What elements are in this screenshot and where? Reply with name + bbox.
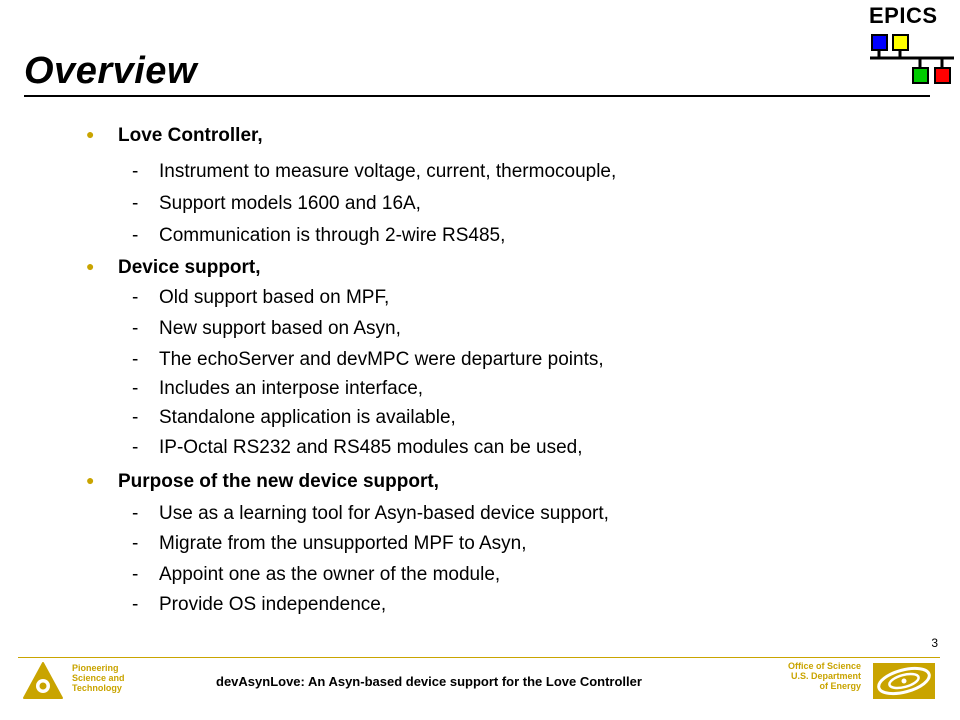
list-item: - New support based on Asyn, (132, 318, 401, 339)
doe-orbit-logo-icon (872, 662, 936, 700)
footer-divider (18, 657, 940, 658)
list-item: - Includes an interpose interface, (132, 378, 424, 399)
list-item: - Standalone application is available, (132, 407, 456, 428)
gold-bullet-icon: ● (86, 258, 95, 274)
section-heading-love-controller: ● Love Controller, (86, 122, 263, 148)
epics-logo-text: EPICS (869, 3, 938, 28)
list-item: - Instrument to measure voltage, current, thermocouple, (132, 161, 617, 182)
footer-title: devAsynLove: An Asyn-based device support for the Love Controller (216, 674, 642, 689)
slide-title: Overview (24, 50, 197, 92)
list-item: - IP-Octal RS232 and RS485 modules can be used, (132, 437, 583, 458)
list-item: - Use as a learning tool for Asyn-based device support, (132, 503, 609, 524)
footer-left-tagline: Pioneering Science and Technology (72, 663, 125, 693)
list-item: - The echoServer and devMPC were departure points, (132, 349, 604, 370)
list-item: - Support models 1600 and 16A, (132, 193, 421, 214)
section-heading-device-support: ● Device support, (86, 254, 261, 280)
list-item: - Migrate from the unsupported MPF to Asyn, (132, 533, 527, 554)
section-heading-purpose: ● Purpose of the new device support, (86, 468, 439, 494)
list-item: - Provide OS independence, (132, 594, 387, 615)
footer-right-tagline: Office of Science U.S. Department of Energy (787, 661, 861, 691)
list-item: - Old support based on MPF, (132, 287, 390, 308)
list-item: - Appoint one as the owner of the module, (132, 564, 501, 585)
doe-triangle-logo-icon (22, 661, 64, 701)
gold-bullet-icon: ● (86, 126, 95, 142)
page-number: 3 (931, 636, 938, 650)
gold-bullet-icon: ● (86, 472, 95, 488)
list-item: - Communication is through 2-wire RS485, (132, 225, 506, 246)
